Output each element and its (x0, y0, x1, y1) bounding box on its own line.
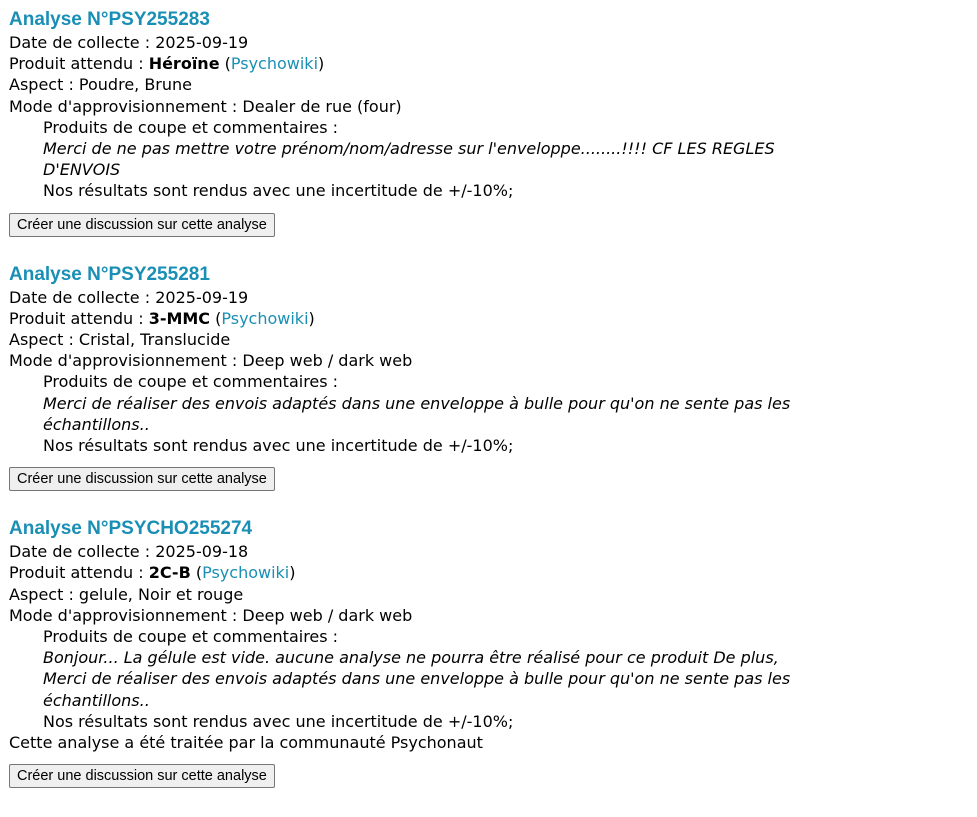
supply-mode: Mode d'approvisionnement : Dealer de rue (four) (9, 96, 402, 116)
psychowiki-link[interactable]: Psychowiki (221, 308, 309, 328)
analysis-comment: Merci de ne pas mettre votre prénom/nom/adresse sur l'enveloppe........!!!! CF LES REGLES D'ENVOIS (43, 139, 775, 180)
analysis-card (9, 517, 977, 788)
analysis-comment: Merci de réaliser des envois adaptés dans une enveloppe à bulle pour qu'on ne sente pas les échantillons.. (43, 393, 791, 434)
analysis-card (9, 8, 977, 237)
product-name: 2C-B (148, 563, 191, 583)
create-discussion-button[interactable]: Créer une discussion sur cette analyse (9, 764, 275, 788)
supply-mode: Mode d'approvisionnement : Deep web / dark web (9, 605, 413, 625)
aspect: Aspect : Poudre, Brune (9, 75, 193, 95)
uncertainty-note: Nos résultats sont rendus avec une incertitude de +/-10%; (43, 436, 514, 456)
community-note: Cette analyse a été traitée par la communauté Psychonaut (9, 733, 483, 753)
aspect-value: gelule, Noir et rouge (78, 584, 244, 604)
product-name: 3-MMC (148, 308, 211, 328)
date-value: 2025-09-19 (155, 287, 249, 307)
uncertainty-note: Nos résultats sont rendus avec une incertitude de +/-10%; (43, 181, 514, 201)
analysis-title: Analyse N°PSY255283 (9, 9, 210, 30)
collection-date: Date de collecte : 2025-09-19 (9, 287, 249, 307)
create-discussion-button[interactable]: Créer une discussion sur cette analyse (9, 467, 275, 491)
supply-mode: Mode d'approvisionnement : Deep web / dark web (9, 351, 413, 371)
collection-date: Date de collecte : 2025-09-18 (9, 542, 249, 562)
expected-product: Produit attendu : 2C-B (Psychowiki) (9, 563, 296, 583)
cut-products-label: Produits de coupe et commentaires : (43, 372, 339, 392)
supply-value: Deep web / dark web (242, 351, 413, 371)
aspect: Aspect : gelule, Noir et rouge (9, 584, 244, 604)
product-name: Héroïne (148, 54, 220, 74)
aspect-value: Cristal, Translucide (78, 330, 231, 350)
aspect: Aspect : Cristal, Translucide (9, 330, 231, 350)
date-value: 2025-09-19 (155, 33, 249, 52)
aspect-value: Poudre, Brune (78, 75, 193, 95)
expected-product: Produit attendu : Héroïne (Psychowiki) (9, 54, 325, 74)
supply-value: Dealer de rue (four) (242, 96, 402, 116)
cut-products-label: Produits de coupe et commentaires : (43, 117, 339, 137)
analysis-title: Analyse N°PSYCHO255274 (9, 518, 253, 540)
date-value: 2025-09-18 (155, 542, 249, 562)
psychowiki-link[interactable]: Psychowiki (230, 54, 319, 74)
analysis-comment: Bonjour... La gélule est vide. aucune analyse ne pourra être réalisé pour ce produit De plus, Merci de réaliser des envois adaptés dans une enveloppe à bulle pour qu'on ne sente pas les échantillons.. (43, 648, 791, 710)
psychowiki-link[interactable]: Psychowiki (202, 563, 290, 583)
expected-product: Produit attendu : 3-MMC (Psychowiki) (9, 308, 315, 328)
cut-products-label: Produits de coupe et commentaires : (43, 627, 339, 647)
create-discussion-button[interactable]: Créer une discussion sur cette analyse (9, 213, 275, 237)
supply-value: Deep web / dark web (242, 605, 413, 625)
analysis-card (9, 263, 977, 492)
uncertainty-note: Nos résultats sont rendus avec une incertitude de +/-10%; (43, 711, 514, 731)
analysis-title: Analyse N°PSY255281 (9, 263, 210, 285)
collection-date: Date de collecte : 2025-09-19 (9, 33, 249, 52)
